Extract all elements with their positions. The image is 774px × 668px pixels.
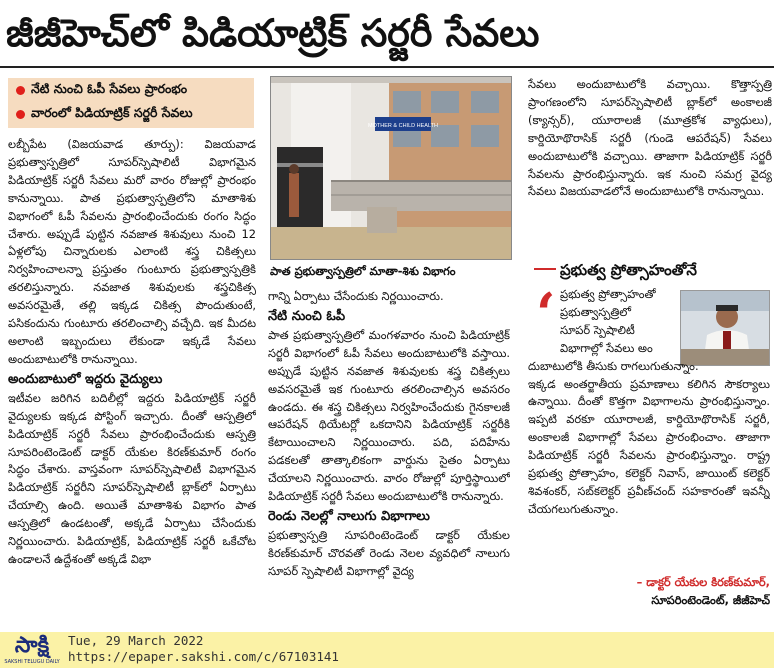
- sidebar-line: ప్రభుత్వ ప్రోత్సాహంతో: [560, 287, 656, 301]
- quote-mark-icon: ‘: [536, 281, 556, 347]
- highlights-box: [8, 78, 254, 128]
- sidebar-line: సూపర్ స్పెషాలిటీ: [560, 322, 635, 337]
- highlight-item: [8, 78, 254, 102]
- quote-attribution: [588, 573, 770, 609]
- sakshi-logo: [4, 634, 60, 666]
- subheading: అందుబాటులో ఇద్దరు వైద్యులు: [8, 371, 163, 387]
- article-paragraph: పాత ప్రభుత్వాస్పత్రిలో మంగళవారం నుంచి పిడియాట్రిక్ సర్జరీ విభాగంలో ఓపీ సేవలు అందుబాటులోకి వస్తాయి. అప్పుడే పుట్టిన నవజాత శిశువులకు శస్త్ర చికిత్సలు అవసరమైతే ఇక గుంటూరు తరలించాల్సిన అవసరం ఉండదు. ఈ శస్త్ర చికిత్సలు నిర్వహించేందుకు గైనకాలజీ ఆపరేషన్ థియేటర్లో ఒకదానిని పిడియాట్రిక్ సర్జరీకి కేటాయించాలని నిర్ణయించారు. పది, పదిహేను పడకలతో తాత్కాలికంగా వార్డును సైతం ఏర్పాటు చేయాలని నిర్ణయించారు. వారం రోజుల్లో పూర్తిస్థాయిలో పిడియాట్రిక్ సర్జరీ సేవలు అందుబాటులోకి రానున్నారు.: [268, 327, 510, 504]
- article-paragraph: సేవలు అందుబాటులోకి వచ్చాయి. కొత్తాస్పత్రి ప్రాంగణంలోని సూపర్‌స్పెషాలిటీ బ్లాక్‌లో అంకాలజీ (క్యాన్సర్), యూరాలజీ (మూత్రకోశ వ్యాధులు), కార్డియోథొరాసిక్ సర్జరీ (గుండె ఆపరేషన్) సేవలు అందుబాటులోకి వచ్చాయి. తాజాగా పిడియాట్రిక్ సర్జరీ సేవలను ప్రారంభిస్తున్నారు. ఇక నుంచి సమగ్ర వైద్య సేవలు విజయవాడలోనే అందుబాటులోకి రానున్నాయి.: [528, 77, 772, 199]
- attribution-designation: సూపరింటెండెంట్, జీజీహెచ్: [651, 593, 770, 607]
- sidebar-title-rule: [534, 268, 556, 270]
- article-paragraph: ఇటీవల జరిగిన బదిలీల్లో ఇద్దరు పిడియాట్రిక్ సర్జరీ వైద్యులకు ఇక్కడ పోస్టింగ్ ఇచ్చారు. దీంతో ఆస్పత్రిలో పిడియాట్రిక్ సర్జరీ సేవలు ప్రారంభించేందుకు ఆస్పత్రి సూపరింటెండెంట్ డాక్టర్ యేకుల కిరణ్‌కుమార్ రంగం సిద్ధం చేశారు. వాస్తవంగా సూపర్‌స్పెషాలిటీ విభాగమైన పిడియాట్రిక్ సర్జరీని సూపర్‌స్పెషాలిటీ బ్లాక్‌లో ఏర్పాటు చేయాల్సి ఉంది. అయితే మాతాశిశు విభాగం పాత ఆస్పత్రిలో ఉండటంతో, అక్కడే ఏర్పాటు చేసేందుకు నిర్ణయించారు. పిడియాట్రిక్, పిడియాట్రిక్ సర్జరీ ఒకేచోట ఉండాలనే ఉద్దేశంతో అక్కడే విభా: [8, 390, 256, 566]
- photo-caption: పాత ప్రభుత్వాస్పత్రిలో మాతా-శిశు విభాగం: [270, 264, 456, 278]
- bullet-icon: [16, 86, 25, 95]
- bullet-icon: [16, 110, 25, 119]
- attribution-name: – డాక్టర్ యేకుల కిరణ్‌కుమార్,: [636, 575, 770, 589]
- sidebar-quote-body: [528, 281, 770, 586]
- sidebar-paragraph: ఇక్కడ అంతర్జాతీయ ప్రమాణాలు కలిగిన సౌకర్యాలు ఉన్నాయి. దీంతో కొత్తగా విభాగాలను ప్రారంభిస్తున్నాం. ఇప్పటి వరకూ యూరాలజీ, కార్డియోథొరాసిక్ సర్జరీ, అంకాలజీ విభాగాల్లో సేవలు ప్రారంభించాం. తాజాగా పిడియాట్రిక్ సర్జరీ సేవలను ప్రారంభిస్తున్నాం. రాష్ట్ర ప్రభుత్వ ప్రోత్సాహం, కలెక్టర్ నివాస్, జాయింట్ కలెక్టర్ శివశంకర్, సబ్‌కలెక్టర్ ప్రవీణ్‌చంద్ సహకారంతో ఇవన్నీ చేయగలుగుతున్నాం.: [528, 376, 770, 516]
- article-paragraph: ప్రభుత్వాస్పత్రి సూపరింటెండెంట్ డాక్టర్ యేకుల కిరణ్‌కుమార్ చొరవతో రెండు నెలల వ్యవధిలో నాలుగు సూపర్ స్పెషాలిటీ విభాగాల్లో వైద్య: [268, 527, 510, 578]
- logo-subtext: SAKSHI TELUGU DAILY: [4, 659, 60, 665]
- hospital-sign-text: MOTHER & CHILD HEALTH: [368, 123, 438, 129]
- article-column-3: [528, 76, 772, 256]
- article-paragraph: గాన్ని ఏర్పాటు చేసేందుకు నిర్ణయించారు.: [268, 289, 444, 303]
- article-intro: లబ్బీపేట (విజయవాడ తూర్పు): విజయవాడ ప్రభుత్వాస్పత్రిలో సూపర్‌స్పెషాలిటీ విభాగమైన పిడియాట్రిక్ సర్జరీ సేవలు మరో వారం రోజుల్లో ప్రారంభం కానున్నాయి. పాత ప్రభుత్వాస్పత్రిలోని మాతాశిశు విభాగంలో ఓపీ సేవలను ప్రారంభించేందుకు రంగం సిద్ధం చేశారు. అప్పుడే పుట్టిన నవజాత శిశువులు నుంచి 12 ఏళ్లలోపు చిన్నారులకు ఎలాంటి శస్త్ర చికిత్సలు నిర్వహించాలన్నా ప్రస్తుతం గుంటూరు ప్రభుత్వాస్పత్రికి తరలిస్తున్నారు. నవజాత శిశువులకు శస్త్రచికిత్స అవసరమైతే, తల్లి ఇక్కడ చికిత్స పొందుతుంటే, పసికందును గుంటూరు తరలించాల్సి వచ్చేది. ఇక మీదట అలాంటి ఇబ్బందులు లేకుండా ఇక్కడే సేవలు అందుబాటులోకి రానున్నాయి.: [8, 137, 256, 366]
- sidebar-line: దుబాటులోకి తీసుకు రాగలుగుతున్నాం.: [528, 358, 699, 373]
- highlight-text: నేటి నుంచి ఓపీ సేవలు ప్రారంభం: [31, 80, 188, 96]
- sidebar-line: ప్రభుత్వాస్పత్రిలో: [560, 304, 631, 319]
- sidebar-title: ప్రభుత్వ ప్రోత్సాహంతోనే: [560, 261, 697, 279]
- headline: జీజీహెచ్‌లో పిడియాట్రిక్ సర్జరీ సేవలు: [6, 11, 540, 55]
- subheading: నేటి నుంచి ఓపీ: [268, 308, 346, 324]
- subheading: రెండు నెలల్లో నాలుగు విభాగాలు: [268, 508, 430, 524]
- highlight-item: [8, 102, 254, 126]
- highlight-text: వారంలో పిడియాట్రిక్ సర్జరీ సేవలు: [31, 104, 193, 120]
- article-column-1: [8, 136, 256, 632]
- hospital-building-photo: [270, 76, 512, 260]
- headline-divider: [0, 66, 774, 68]
- logo-text: సాక్షి: [14, 633, 50, 658]
- sidebar-line: విభాగాల్లో సేవలు అం: [560, 340, 653, 355]
- footer-url[interactable]: https://epaper.sakshi.com/c/67103141: [68, 649, 339, 664]
- footer-date: Tue, 29 March 2022: [68, 633, 204, 648]
- article-column-2: [268, 288, 510, 632]
